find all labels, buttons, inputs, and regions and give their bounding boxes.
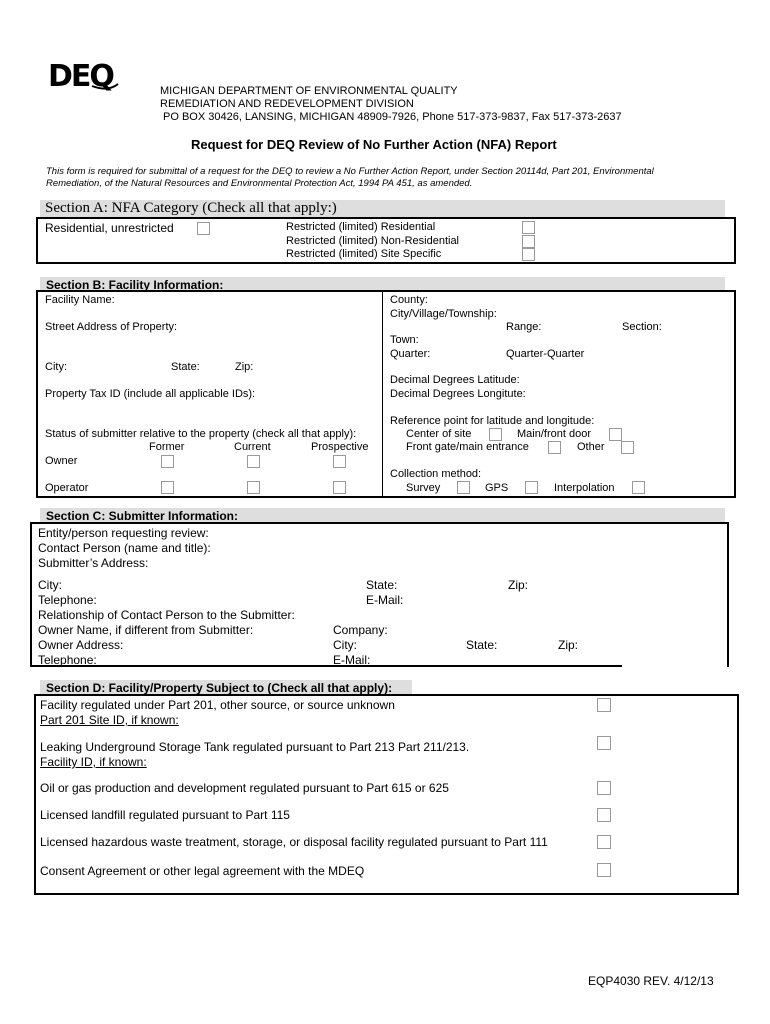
section-b-divider [382, 292, 383, 496]
intro-line-2: Remediation, of the Natural Resources and Environmental Protection Act, 1994 PA 451, as amended. [46, 178, 473, 189]
owner-zip-label: Zip: [558, 638, 579, 652]
interpolation-label: Interpolation [554, 482, 615, 494]
restricted-nonresidential-checkbox[interactable] [522, 235, 535, 248]
hazardous-waste-label: Licensed hazardous waste treatment, storage, or disposal facility regulated pursuant to Part 111 [40, 835, 548, 849]
street-address-label: Street Address of Property: [45, 321, 178, 333]
operator-former-checkbox[interactable] [161, 481, 174, 494]
owner-label: Owner [45, 455, 78, 467]
collection-method-label: Collection method: [390, 468, 482, 480]
survey-label: Survey [406, 482, 441, 494]
division-name: REMEDIATION AND REDEVELOPMENT DIVISION [160, 98, 414, 110]
owner-telephone-label: Telephone: [38, 653, 97, 667]
status-current-label: Current [234, 441, 271, 453]
operator-current-checkbox[interactable] [247, 481, 260, 494]
gps-label: GPS [485, 482, 509, 494]
operator-prospective-checkbox[interactable] [333, 481, 346, 494]
status-former-label: Former [149, 441, 185, 453]
property-tax-id-label: Property Tax ID (include all applicable IDs): [45, 388, 256, 400]
front-gate-label: Front gate/main entrance [406, 441, 529, 453]
submitter-telephone-label: Telephone: [38, 593, 97, 607]
contact-person-label: Contact Person (name and title): [38, 541, 211, 555]
part-201-label: Facility regulated under Part 201, other source, or source unknown [40, 698, 395, 712]
center-of-site-label: Center of site [406, 428, 472, 440]
form-title: Request for DEQ Review of No Further Action (NFA) Report [191, 137, 557, 152]
restricted-site-specific-label: Restricted (limited) Site Specific [286, 248, 442, 260]
submitter-zip-label: Zip: [508, 578, 529, 592]
entity-label: Entity/person requesting review: [38, 526, 209, 540]
other-checkbox[interactable] [621, 441, 634, 454]
intro-line-1: This form is required for submittal of a request for the DEQ to review a No Further Action Report, under Section 20114d, Part 201, Environmental [46, 166, 654, 177]
submitter-city-label: City: [38, 578, 62, 592]
restricted-site-specific-checkbox[interactable] [522, 248, 535, 261]
residential-unrestricted-checkbox[interactable] [197, 222, 210, 235]
front-gate-checkbox[interactable] [548, 441, 561, 454]
section-d-heading: Section D: Facility/Property Subject to (Check all that apply): [46, 681, 393, 695]
facility-name-label: Facility Name: [45, 294, 115, 306]
owner-prospective-checkbox[interactable] [333, 455, 346, 468]
part-201-checkbox[interactable] [597, 698, 611, 712]
section-b-heading: Section B: Facility Information: [46, 278, 224, 292]
part-201-site-id-label: Part 201 Site ID, if known: [40, 713, 179, 727]
survey-checkbox[interactable] [457, 481, 470, 494]
restricted-residential-checkbox[interactable] [522, 221, 535, 234]
status-prospective-label: Prospective [311, 441, 369, 453]
owner-email-label: E-Mail: [333, 653, 371, 667]
owner-former-checkbox[interactable] [161, 455, 174, 468]
section-a-heading: Section A: NFA Category (Check all that apply:) [45, 200, 337, 216]
deq-logo [48, 56, 122, 92]
facility-city-label: City: [45, 361, 67, 373]
quarter-label: Quarter: [390, 348, 431, 360]
operator-label: Operator [45, 482, 89, 494]
quarter-quarter-label: Quarter-Quarter [506, 348, 585, 360]
oil-gas-label: Oil or gas production and development regulated pursuant to Part 615 or 625 [40, 781, 449, 795]
relationship-label: Relationship of Contact Person to the Submitter: [38, 608, 295, 622]
town-label: Town: [390, 334, 419, 346]
restricted-residential-label: Restricted (limited) Residential [286, 221, 436, 233]
latitude-label: Decimal Degrees Latitude: [390, 374, 520, 386]
longitude-label: Decimal Degrees Longitute: [390, 388, 526, 400]
restricted-nonresidential-label: Restricted (limited) Non-Residential [286, 235, 460, 247]
section-label: Section: [622, 321, 662, 333]
owner-name-label: Owner Name, if different from Submitter: [38, 623, 254, 637]
oil-gas-checkbox[interactable] [597, 781, 611, 795]
owner-state-label: State: [466, 638, 498, 652]
center-of-site-checkbox[interactable] [489, 428, 502, 441]
agency-name: MICHIGAN DEPARTMENT OF ENVIRONMENTAL QUALITY [160, 85, 458, 97]
owner-current-checkbox[interactable] [247, 455, 260, 468]
consent-agreement-checkbox[interactable] [597, 863, 611, 877]
reference-point-label: Reference point for latitude and longitude: [390, 415, 595, 427]
residential-unrestricted-label: Residential, unrestricted [45, 221, 174, 235]
owner-city-label: City: [333, 638, 357, 652]
main-front-door-checkbox[interactable] [609, 428, 622, 441]
facility-zip-label: Zip: [235, 361, 254, 373]
owner-address-label: Owner Address: [38, 638, 124, 652]
county-label: County: [390, 294, 428, 306]
interpolation-checkbox[interactable] [632, 481, 645, 494]
main-front-door-label: Main/front door [517, 428, 591, 440]
gps-checkbox[interactable] [525, 481, 538, 494]
lust-facility-id-label: Facility ID, if known: [40, 755, 147, 769]
consent-agreement-label: Consent Agreement or other legal agreement with the MDEQ [40, 864, 365, 878]
lust-label: Leaking Underground Storage Tank regulated pursuant to Part 213 Part 211/213. [40, 740, 470, 754]
company-label: Company: [333, 623, 388, 637]
form-number: EQP4030 REV. 4/12/13 [588, 974, 714, 988]
landfill-label: Licensed landfill regulated pursuant to Part 115 [40, 808, 290, 822]
city-village-township-label: City/Village/Township: [390, 308, 497, 320]
range-label: Range: [506, 321, 542, 333]
submitter-address-label: Submitter’s Address: [38, 556, 149, 570]
deq-logo-text: DEQ [48, 59, 113, 92]
facility-state-label: State: [171, 361, 200, 373]
submitter-state-label: State: [366, 578, 398, 592]
landfill-checkbox[interactable] [597, 808, 611, 822]
submitter-email-label: E-Mail: [366, 593, 404, 607]
section-c-heading: Section C: Submitter Information: [46, 509, 238, 523]
hazardous-waste-checkbox[interactable] [597, 835, 611, 849]
agency-address: PO BOX 30426, LANSING, MICHIGAN 48909-7926, Phone 517-373-9837, Fax 517-373-2637 [163, 111, 622, 123]
lust-checkbox[interactable] [597, 736, 611, 750]
other-label: Other [577, 441, 605, 453]
submitter-status-label: Status of submitter relative to the property (check all that apply): [45, 428, 357, 440]
section-c-bottom-line [30, 665, 622, 667]
